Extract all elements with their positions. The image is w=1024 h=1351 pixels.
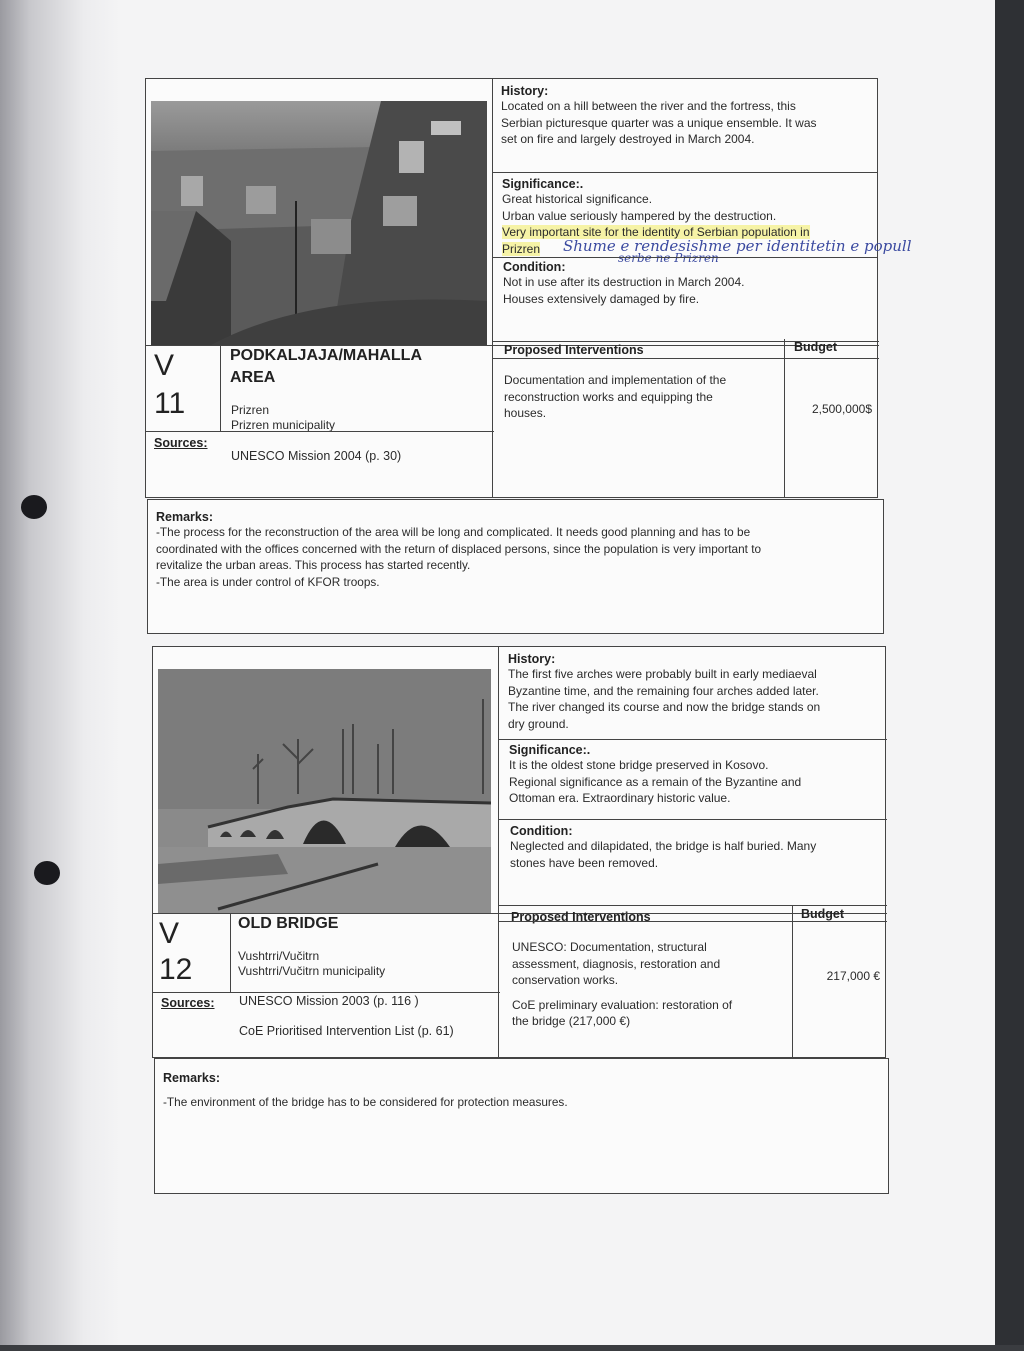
remarks-line: coordinated with the offices concerned with the return of displaced persons, since the population is very important to [156, 541, 762, 556]
significance-line: Regional significance as a remain of the Byzantine and [509, 774, 802, 789]
scan-edge-bottom [0, 1345, 1024, 1351]
intervention-line: reconstruction works and equipping the [504, 389, 713, 404]
history-text [501, 98, 871, 148]
intervention-line: conservation works. [512, 973, 619, 987]
condition-text [503, 274, 873, 307]
condition-line: Houses extensively damaged by fire. [503, 291, 700, 306]
punch-hole-icon [34, 861, 60, 885]
code-number: 12 [159, 953, 193, 986]
sources-label: Sources: [154, 436, 208, 450]
heritage-entry-v12 [152, 646, 886, 1058]
condition-section [503, 260, 873, 307]
budget-value: 217,000 € [826, 969, 880, 983]
significance-line: Ottoman era. Extraordinary historic value. [509, 791, 731, 805]
interventions-text [512, 939, 787, 1030]
remarks-line: revitalize the urban areas. This process has started recently. [156, 558, 471, 572]
significance-line: It is the oldest stone bridge preserved in Kosovo. [509, 758, 769, 772]
history-section [508, 652, 880, 732]
interventions-header: Proposed Interventions [511, 910, 651, 924]
history-line: Serbian picturesque quarter was a unique ensemble. It was [501, 115, 817, 130]
history-section [501, 84, 871, 148]
history-text [508, 666, 880, 732]
budget-header: Budget [794, 340, 838, 354]
intervention-line: Documentation and implementation of the [504, 373, 727, 387]
code-number: 11 [154, 387, 186, 420]
condition-section [510, 824, 882, 871]
significance-label: Significance:. [509, 743, 591, 757]
budget-header: Budget [801, 907, 845, 921]
highlighted-text: Very important site for the identity of Serbian population in [502, 225, 810, 239]
interventions-header: Proposed Interventions [504, 343, 644, 357]
scan-edge-right [995, 0, 1024, 1351]
scan-shadow [0, 0, 120, 1351]
remarks-text [156, 524, 883, 590]
budget-value: 2,500,000$ [811, 402, 872, 416]
significance-line: Urban value seriously hampered by the destruction. [502, 208, 777, 223]
interventions-text [504, 372, 779, 422]
punch-hole-icon [21, 495, 47, 519]
intervention-line: the bridge (217,000 €) [512, 1014, 631, 1028]
site-photo [158, 669, 491, 913]
intervention-line: assessment, diagnosis, restoration and [512, 956, 721, 971]
location [238, 949, 385, 979]
handwritten-annotation: serbe ne Prizren [618, 251, 719, 265]
heritage-entry-v11 [145, 78, 912, 498]
remarks-line: -The process for the reconstruction of the area will be long and complicated. It needs good planning and has to be [156, 525, 751, 539]
source-item: CoE Prioritised Intervention List (p. 61) [239, 1024, 454, 1038]
remarks-line: -The area is under control of KFOR troops. [156, 574, 380, 589]
remarks-label: Remarks: [163, 1071, 220, 1085]
remarks-line: -The environment of the bridge has to be considered for protection measures. [163, 1095, 568, 1109]
source-item: UNESCO Mission 2004 (p. 30) [231, 449, 402, 463]
history-line: The river changed its course and now the bridge stands on [508, 700, 821, 714]
condition-label: Condition: [503, 260, 566, 274]
history-line: dry ground. [508, 716, 569, 731]
location-town: Prizren [231, 403, 270, 417]
condition-line: Neglected and dilapidated, the bridge is half buried. Many [510, 839, 817, 853]
remarks-section [154, 1058, 889, 1194]
location-municipality: Vushtrri/Vučitrn municipality [238, 964, 386, 978]
significance-section [509, 743, 881, 807]
significance-text [509, 757, 881, 807]
significance-label: Significance:. [502, 177, 584, 191]
condition-text [510, 838, 882, 871]
sources-label: Sources: [161, 996, 215, 1010]
remarks-text [163, 1094, 888, 1111]
site-photo [151, 101, 487, 345]
title-line: AREA [230, 369, 276, 386]
remarks-section [147, 499, 884, 634]
code-letter: V [154, 349, 175, 382]
history-line: set on fire and largely destroyed in March 2004. [501, 132, 755, 146]
intervention-line: CoE preliminary evaluation: restoration of [512, 997, 733, 1012]
history-label: History: [508, 652, 556, 666]
code-letter: V [159, 917, 180, 950]
location-town: Vushtrri/Vučitrn [238, 949, 320, 963]
history-label: History: [501, 84, 549, 98]
history-line: The first five arches were probably built in early mediaeval [508, 667, 817, 681]
source-item: UNESCO Mission 2003 (p. 116 ) [239, 994, 419, 1008]
location [231, 403, 335, 433]
significance-line: Great historical significance. [502, 192, 653, 206]
history-line: Located on a hill between the river and the fortress, this [501, 99, 796, 113]
site-title: OLD BRIDGE [238, 915, 339, 932]
intervention-line: houses. [504, 406, 547, 420]
title-line: PODKALJAJA/MAHALLA [230, 347, 422, 364]
intervention-line: UNESCO: Documentation, structural [512, 940, 707, 954]
history-line: Byzantine time, and the remaining four arches added later. [508, 683, 819, 698]
condition-line: Not in use after its destruction in March 2004. [503, 275, 745, 289]
location-municipality: Prizren municipality [231, 418, 336, 432]
remarks-label: Remarks: [156, 510, 213, 524]
highlighted-text: Prizren [502, 241, 541, 256]
condition-label: Condition: [510, 824, 573, 838]
site-title [230, 345, 422, 389]
handwritten-annotation: Shume e rendesishme per identitetin e popull [563, 237, 912, 255]
condition-line: stones have been removed. [510, 855, 659, 870]
